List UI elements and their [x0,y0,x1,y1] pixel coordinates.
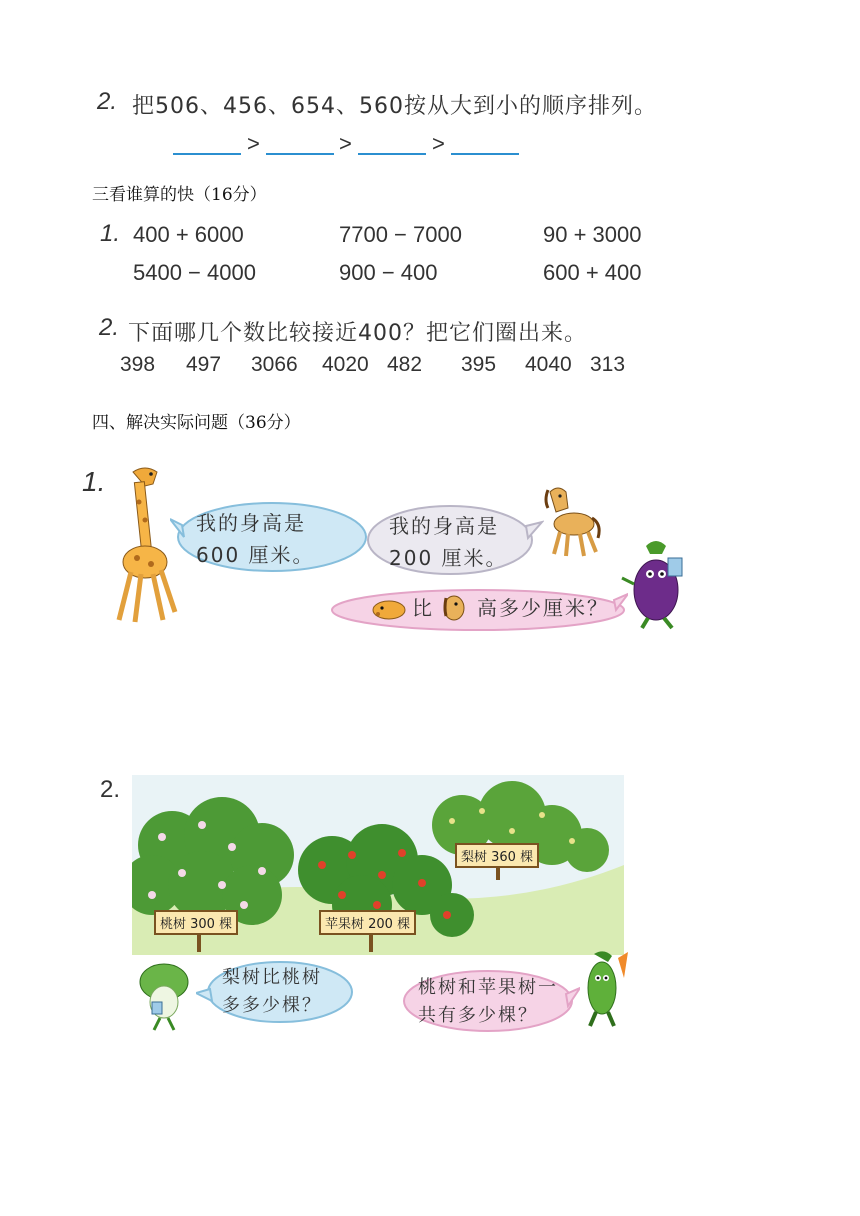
greater-than-sign: > [339,131,352,156]
question-text: 把506、456、654、560按从大到小的顺序排列。 [132,94,657,119]
number-option[interactable]: 398 [120,353,156,376]
horse-illustration [540,484,602,558]
number-option[interactable]: 395 [461,353,497,376]
bubble-text: 桃树和苹果树一 共有多少棵？ [418,977,558,1026]
calc-problem: 600 + 400 [543,260,642,285]
question-text: 高多少厘米？ [477,596,609,620]
section-title: 三看谁算的快（16分） [92,185,267,205]
section-title: 四、解决实际问题（36分） [92,413,301,433]
bubble-text: 我的身高是 600 厘米。 [196,511,315,567]
question-bi: 比 [412,596,434,620]
question-number: 1. [100,220,121,247]
bubble-text: 梨树比桃树 多多少棵？ [222,967,322,1016]
calc-problem: 5400 − 4000 [133,260,256,285]
problem-number: 2. [100,776,121,803]
question-number: 2. [97,88,118,115]
giraffe-face-icon [370,596,408,622]
question-number: 2. [99,314,120,341]
number-option[interactable]: 482 [387,353,423,376]
pepper-character [574,948,632,1030]
calc-problem: 90 + 3000 [543,222,642,247]
answer-blank-4[interactable] [451,153,519,155]
number-option[interactable]: 3066 [251,353,298,376]
number-option[interactable]: 4040 [525,353,572,376]
answer-blank-1[interactable] [173,153,241,155]
number-option[interactable]: 313 [590,353,626,376]
calc-problem: 400 + 6000 [133,222,244,247]
sign-peach: 桃树 300 棵 [154,910,238,935]
sign-pear: 梨树 360 棵 [455,843,539,868]
answer-blank-2[interactable] [266,153,334,155]
number-option[interactable]: 497 [186,353,222,376]
greater-than-sign: > [247,131,260,156]
greater-than-sign: > [432,131,445,156]
calc-problem: 7700 − 7000 [339,222,462,247]
number-option[interactable]: 4020 [322,353,369,376]
horse-face-icon [440,592,468,622]
question-text: 下面哪几个数比较接近400？把它们圈出来。 [128,321,587,346]
answer-blank-3[interactable] [358,153,426,155]
cabbage-character [132,958,198,1032]
bubble-text: 我的身高是 200 厘米。 [389,514,508,570]
sign-apple: 苹果树 200 棵 [319,910,416,935]
calc-problem: 900 − 400 [339,260,438,285]
problem-number: 1. [82,466,106,497]
eggplant-character [616,536,706,632]
